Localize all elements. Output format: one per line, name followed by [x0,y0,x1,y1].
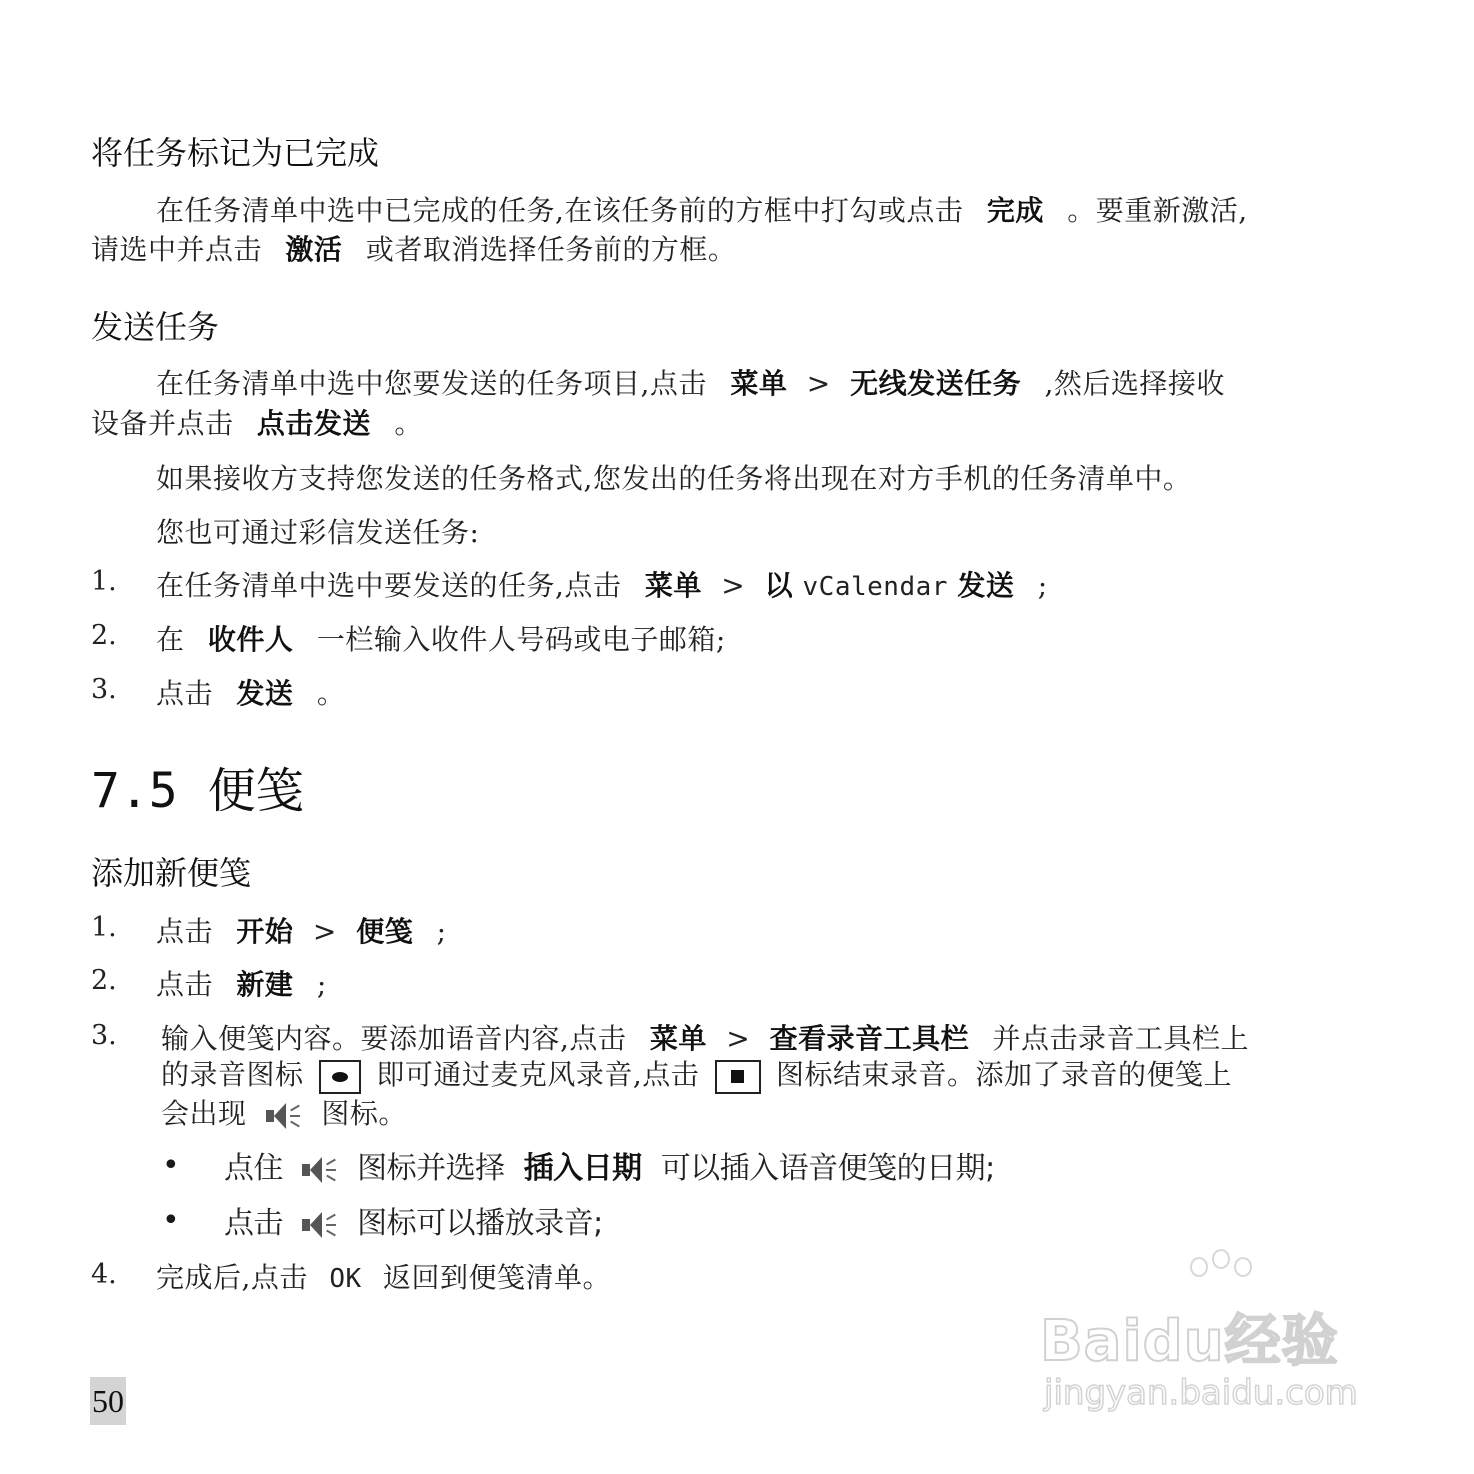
start-label: 开始 [236,915,294,948]
view-recording-toolbar-label: 查看录音工具栏 [769,1022,970,1055]
section-title [91,752,304,821]
record-icon [319,1060,361,1094]
activate-label: 激活 [285,233,343,266]
text: 图标可以播放录音; [357,1206,603,1241]
done-label: 完成 [986,194,1044,227]
step-number: 1. [91,566,117,597]
text: 在任务清单中选中您要发送的任务项目,点击 [156,367,707,400]
text: 点击 [156,968,214,1001]
note-step-3-line1 [161,1017,1249,1057]
text: 在任务清单中选中要发送的任务,点击 [156,569,622,602]
text: 或者取消选择任务前的方框。 [365,233,737,266]
step-number: 2. [91,965,117,996]
heading-send-task: 发送任务 [91,308,220,346]
text: 在任务清单中选中已完成的任务,在该任务前的方框中打勾或点击 [156,194,964,227]
record-dot [332,1072,348,1082]
send-step-1 [156,564,1048,604]
text: 即可通过麦克风录音,点击 [376,1058,700,1091]
note-step-2 [156,963,327,1003]
step-number: 4. [91,1259,117,1290]
ok-label: OK [329,1264,362,1294]
send-as-label: 以 [764,569,794,602]
text: 点住 [224,1151,283,1186]
step-number: 3. [91,674,117,705]
menu-label: 菜单 [644,569,702,602]
text: 并点击录音工具栏上 [992,1022,1250,1055]
note-step-3-line3 [161,1092,407,1133]
page-number: 50 [90,1377,126,1425]
watermark-brand: Baidu经验 [1040,1309,1339,1374]
bullet-item-1 [224,1143,995,1187]
stop-square [731,1070,744,1083]
menu-label: 菜单 [649,1022,707,1055]
text: ; [1037,569,1048,602]
speaker-icon [264,1099,304,1133]
paragraph-mark-done-line1 [156,189,1248,229]
new-label: 新建 [236,968,294,1001]
text: 请选中并点击 [91,233,263,266]
notes-label: 便笺 [356,915,414,948]
text: 一栏输入收件人号码或电子邮箱; [316,623,726,656]
text: 可以插入语音便笺的日期; [660,1151,995,1186]
bullet: • [162,1203,180,1238]
section-number: 7.5 [91,763,178,819]
text: 图标。 [321,1097,407,1130]
text: 点击 [156,677,214,710]
menu-label: 菜单 [730,367,788,400]
send-step-2 [156,618,726,658]
paragraph-send-line1 [156,362,1225,402]
text: 图标结束录音。添加了录音的便笺上 [776,1058,1233,1091]
gt: > [721,569,746,602]
text: ; [316,968,327,1001]
bullet: • [162,1148,180,1183]
text: 图标并选择 [357,1151,505,1186]
tap-send-label: 点击发送 [256,407,371,440]
text: 返回到便笺清单。 [383,1261,612,1294]
step-number: 2. [91,620,117,651]
insert-date-label: 插入日期 [523,1151,642,1186]
heading-add-note: 添加新便笺 [91,854,252,892]
baidu-watermark [1040,1255,1400,1425]
recipient-label: 收件人 [207,623,294,656]
text: 点击 [156,915,214,948]
section-name: 便笺 [207,763,304,819]
text: 。要重新激活, [1067,194,1248,227]
text: 输入便笺内容。要添加语音内容,点击 [161,1022,627,1055]
gt: > [312,915,337,948]
wireless-send-label: 无线发送任务 [850,367,1022,400]
note-step-4 [156,1256,611,1296]
text: ; [436,915,447,948]
note-step-3-line2 [161,1053,1232,1094]
send-label: 发送 [957,569,1015,602]
gt: > [806,367,831,400]
send-step-3 [156,672,345,712]
heading-mark-done: 将任务标记为已完成 [91,134,380,172]
text: 。 [394,407,423,440]
paragraph-mark-done-line2 [91,228,736,268]
note-step-1 [156,910,447,950]
text: 会出现 [161,1097,247,1130]
text: 的录音图标 [161,1058,304,1091]
speaker-icon [300,1153,340,1187]
text: 完成后,点击 [156,1261,308,1294]
stop-icon [715,1060,761,1094]
bullet-item-2 [224,1198,603,1242]
text: ,然后选择接收 [1044,367,1225,400]
paragraph-send-support: 如果接收方支持您发送的任务格式,您发出的任务将出现在对方手机的任务清单中。 [156,462,1192,495]
gt: > [726,1022,751,1055]
text: 设备并点击 [91,407,234,440]
text: 点击 [224,1206,283,1241]
send-label: 发送 [236,677,294,710]
vcalendar-label: vCalendar [802,572,948,602]
paragraph-send-mms: 您也可通过彩信发送任务: [156,516,480,549]
step-number: 1. [91,912,117,943]
paragraph-send-line2 [91,402,423,442]
text: 。 [316,677,346,710]
step-number: 3. [91,1020,117,1051]
watermark-url: jingyan.baidu.com [1044,1373,1358,1413]
text: 在 [156,623,185,656]
speaker-icon [300,1208,340,1242]
